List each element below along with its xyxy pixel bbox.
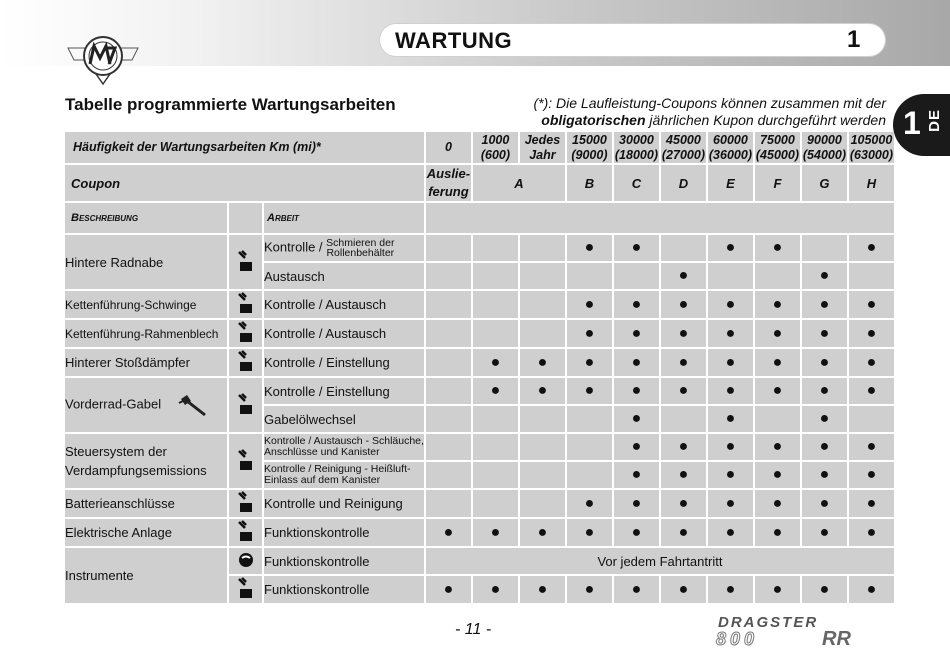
- cell-75000: ●: [755, 349, 800, 376]
- cell-yearly: [520, 320, 565, 347]
- cell-75000: ●: [755, 291, 800, 318]
- cell-1000: ●: [473, 349, 518, 376]
- cell-75000: ●: [755, 320, 800, 347]
- cell-75000: ●: [755, 490, 800, 517]
- side-tab-number: 1: [903, 105, 921, 141]
- cell-105000: ●: [849, 291, 894, 318]
- table-row: [65, 378, 894, 404]
- cell-105000: ●: [849, 576, 894, 603]
- interval-15000: 15000 (9000): [567, 132, 612, 163]
- description-header: Beschreibung: [65, 203, 227, 233]
- cell-60000: ●: [708, 434, 753, 460]
- cell-15000: ●: [567, 490, 612, 517]
- coupon-e: E: [708, 165, 753, 201]
- table-row: [65, 291, 894, 318]
- cell-15000: ●: [567, 349, 612, 376]
- cell-15000: ●: [567, 576, 612, 603]
- cell-90000: ●: [802, 576, 847, 603]
- cell-45000: ●: [661, 462, 706, 488]
- column-header-row: [65, 203, 894, 233]
- cell-45000: ●: [661, 349, 706, 376]
- row-action: Kontrolle / Austausch - Schläuche, Anschlüsse und Kanister: [264, 435, 424, 458]
- table-row: [65, 548, 894, 574]
- cell-60000: ●: [708, 576, 753, 603]
- wrench-icon: [229, 434, 262, 488]
- coupon-label: Coupon: [65, 165, 424, 201]
- fork-tool-icon: [177, 393, 209, 417]
- cell-45000: ●: [661, 320, 706, 347]
- cell-0: ●: [426, 519, 471, 546]
- cell-15000: [567, 434, 612, 460]
- row-description: Instrumente: [65, 548, 227, 603]
- cell-30000: ●: [614, 434, 659, 460]
- cell-0: [426, 291, 471, 318]
- cell-90000: ●: [802, 263, 847, 289]
- cell-60000: ●: [708, 291, 753, 318]
- cell-15000: ●: [567, 235, 612, 261]
- cell-15000: ●: [567, 519, 612, 546]
- frequency-header-row: [65, 132, 894, 163]
- table-row: [65, 434, 894, 460]
- cell-75000: ●: [755, 434, 800, 460]
- cell-0: [426, 406, 471, 432]
- row-action: Kontrolle / Reinigung - Heißluft- Einlass auf dem Kanister: [264, 462, 424, 488]
- row-action: Gabelölwechsel: [264, 406, 424, 432]
- cell-0: [426, 434, 471, 460]
- svg-text:RR: RR: [822, 628, 851, 648]
- cell-75000: [755, 406, 800, 432]
- cell-0: [426, 320, 471, 347]
- row-action: Kontrolle / Einstellung: [264, 378, 424, 404]
- cell-60000: ●: [708, 519, 753, 546]
- row-description: Hinterer Stoßdämpfer: [65, 349, 227, 376]
- cell-0: ●: [426, 576, 471, 603]
- cell-60000: ●: [708, 490, 753, 517]
- cell-90000: ●: [802, 462, 847, 488]
- cell-60000: ●: [708, 349, 753, 376]
- chapter-side-tab: [893, 94, 950, 156]
- cell-45000: ●: [661, 291, 706, 318]
- table-row: [65, 320, 894, 347]
- cell-90000: ●: [802, 434, 847, 460]
- wrench-icon: [229, 291, 262, 318]
- mv-agusta-logo: [62, 30, 144, 86]
- cell-30000: ●: [614, 406, 659, 432]
- table-row: [65, 519, 894, 546]
- cell-1000: [473, 434, 518, 460]
- cell-yearly: [520, 235, 565, 261]
- cell-30000: ●: [614, 576, 659, 603]
- cell-1000: ●: [473, 519, 518, 546]
- row-description: Vorderrad-Gabel: [65, 378, 227, 432]
- table-row: [65, 349, 894, 376]
- cell-75000: ●: [755, 519, 800, 546]
- interval-105000: 105000 (63000): [849, 132, 893, 162]
- cell-30000: ●: [614, 320, 659, 347]
- cell-30000: ●: [614, 462, 659, 488]
- coupon-d: D: [661, 165, 706, 201]
- cell-yearly: [520, 462, 565, 488]
- cell-90000: ●: [802, 320, 847, 347]
- cell-15000: [567, 462, 612, 488]
- wrench-icon: [229, 320, 262, 347]
- interval-60000: 60000 (36000): [708, 132, 752, 162]
- table-row: [65, 490, 894, 517]
- cell-yearly: [520, 490, 565, 517]
- coupon-note: [466, 95, 886, 129]
- row-action: Kontrolle / Austausch: [264, 291, 424, 318]
- cell-45000: ●: [661, 434, 706, 460]
- wrench-icon: [229, 576, 262, 603]
- svg-text:800: 800: [716, 629, 759, 648]
- interval-1000: 1000 (600): [473, 132, 518, 163]
- rider-icon: [229, 548, 262, 574]
- coupon-delivery: Auslie- ferung: [426, 166, 471, 199]
- cell-60000: ●: [708, 462, 753, 488]
- cell-105000: [849, 406, 894, 432]
- cell-yearly: [520, 406, 565, 432]
- cell-yearly: ●: [520, 349, 565, 376]
- cell-45000: [661, 406, 706, 432]
- cell-yearly: ●: [520, 519, 565, 546]
- action-header: Arbeit: [264, 203, 424, 233]
- cell-0: [426, 235, 471, 261]
- cell-45000: ●: [661, 519, 706, 546]
- row-action: Kontrolle / Einstellung: [264, 349, 424, 376]
- cell-30000: ●: [614, 519, 659, 546]
- cell-60000: ●: [708, 378, 753, 404]
- interval-45000: 45000 (27000): [661, 132, 705, 162]
- cell-105000: ●: [849, 519, 894, 546]
- row-description: Steuersystem der Verdampfungsemissions: [65, 434, 227, 488]
- cell-15000: ●: [567, 378, 612, 404]
- cell-75000: ●: [755, 235, 800, 261]
- wrench-icon: [229, 519, 262, 546]
- cell-75000: ●: [755, 462, 800, 488]
- cell-1000: [473, 490, 518, 517]
- row-description: Batterieanschlüsse: [65, 490, 227, 517]
- note-text-2: jährlichen Kupon durchgeführt werden: [645, 112, 886, 128]
- chapter-number: 1: [847, 26, 861, 53]
- cell-45000: ●: [661, 576, 706, 603]
- maintenance-table: [63, 130, 896, 605]
- interval-30000: 30000 (18000): [614, 132, 658, 162]
- section-title: Tabelle programmierte Wartungsarbeiten: [65, 95, 396, 114]
- row-action: Austausch: [264, 263, 424, 289]
- cell-yearly: [520, 434, 565, 460]
- cell-75000: ●: [755, 378, 800, 404]
- cell-yearly: [520, 263, 565, 289]
- coupon-c: C: [614, 165, 659, 201]
- interval-75000: 75000 (45000): [755, 132, 799, 162]
- cell-105000: ●: [849, 320, 894, 347]
- cell-1000: [473, 406, 518, 432]
- cell-0: [426, 490, 471, 517]
- coupon-a: A: [473, 165, 565, 201]
- cell-105000: ●: [849, 378, 894, 404]
- cell-45000: ●: [661, 378, 706, 404]
- coupon-f: F: [755, 165, 800, 201]
- row-action: Kontrolle und Reinigung: [264, 490, 424, 517]
- cell-30000: ●: [614, 235, 659, 261]
- cell-yearly: [520, 291, 565, 318]
- cell-0: [426, 378, 471, 404]
- tool-header: [229, 203, 262, 233]
- schedule-header-blank: [426, 203, 894, 233]
- cell-1000: [473, 235, 518, 261]
- cell-75000: ●: [755, 576, 800, 603]
- row-description: Kettenführung-Rahmenblech: [65, 320, 227, 347]
- interval-90000: 90000 (54000): [802, 132, 846, 162]
- row-action: Funktionskontrolle: [264, 548, 424, 574]
- cell-90000: ●: [802, 490, 847, 517]
- cell-105000: ●: [849, 462, 894, 488]
- cell-0: [426, 263, 471, 289]
- row-description: Elektrische Anlage: [65, 519, 227, 546]
- page-title: WARTUNG: [395, 28, 513, 53]
- cell-1000: [473, 291, 518, 318]
- cell-60000: ●: [708, 320, 753, 347]
- cell-90000: [802, 235, 847, 261]
- note-text-1: (*): Die Laufleistung-Coupons können zusammen mit der: [533, 95, 886, 111]
- before-each-ride: Vor jedem Fahrtantritt: [426, 548, 894, 574]
- cell-45000: ●: [661, 263, 706, 289]
- cell-30000: ●: [614, 378, 659, 404]
- cell-90000: ●: [802, 291, 847, 318]
- cell-1000: [473, 320, 518, 347]
- cell-60000: ●: [708, 235, 753, 261]
- cell-45000: [661, 235, 706, 261]
- row-action: Kontrolle / Austausch: [264, 320, 424, 347]
- coupon-g: G: [802, 165, 847, 201]
- interval-0: 0: [426, 132, 471, 163]
- cell-yearly: ●: [520, 576, 565, 603]
- cell-1000: ●: [473, 576, 518, 603]
- wrench-icon: [229, 490, 262, 517]
- cell-0: [426, 349, 471, 376]
- cell-0: [426, 462, 471, 488]
- side-tab-language: DE: [926, 109, 943, 132]
- cell-90000: ●: [802, 519, 847, 546]
- cell-15000: ●: [567, 291, 612, 318]
- cell-60000: [708, 263, 753, 289]
- svg-text:DRAGSTER: DRAGSTER: [718, 614, 819, 631]
- wrench-icon: [229, 378, 262, 432]
- cell-30000: ●: [614, 291, 659, 318]
- page-number: - 11 -: [455, 621, 492, 638]
- cell-90000: ●: [802, 406, 847, 432]
- coupon-b: B: [567, 165, 612, 201]
- cell-75000: [755, 263, 800, 289]
- row-action: Kontrolle / Schmieren der Rollenbehälter: [264, 235, 424, 261]
- cell-105000: ●: [849, 434, 894, 460]
- wrench-icon: [229, 349, 262, 376]
- cell-15000: [567, 263, 612, 289]
- row-description: Hintere Radnabe: [65, 235, 227, 289]
- cell-90000: ●: [802, 349, 847, 376]
- cell-15000: ●: [567, 320, 612, 347]
- cell-1000: [473, 263, 518, 289]
- note-bold: obligatorischen: [541, 112, 646, 128]
- cell-45000: ●: [661, 490, 706, 517]
- interval-yearly: Jedes Jahr: [520, 132, 565, 163]
- cell-105000: ●: [849, 349, 894, 376]
- cell-1000: [473, 462, 518, 488]
- table-row: [65, 235, 894, 261]
- row-action: Funktionskontrolle: [264, 519, 424, 546]
- cell-30000: ●: [614, 490, 659, 517]
- cell-105000: [849, 263, 894, 289]
- dragster-brand-logo: [712, 612, 892, 648]
- wrench-icon: [229, 235, 262, 289]
- cell-60000: ●: [708, 406, 753, 432]
- cell-105000: ●: [849, 490, 894, 517]
- row-action: Funktionskontrolle: [264, 576, 424, 603]
- coupon-row: [65, 165, 894, 201]
- cell-30000: [614, 263, 659, 289]
- cell-1000: ●: [473, 378, 518, 404]
- cell-15000: [567, 406, 612, 432]
- frequency-label: Häufigkeit der Wartungsarbeiten Km (mi)*: [65, 132, 424, 163]
- cell-105000: ●: [849, 235, 894, 261]
- cell-yearly: ●: [520, 378, 565, 404]
- coupon-h: H: [849, 165, 894, 201]
- cell-30000: ●: [614, 349, 659, 376]
- cell-90000: ●: [802, 378, 847, 404]
- row-description: Kettenführung-Schwinge: [65, 291, 227, 318]
